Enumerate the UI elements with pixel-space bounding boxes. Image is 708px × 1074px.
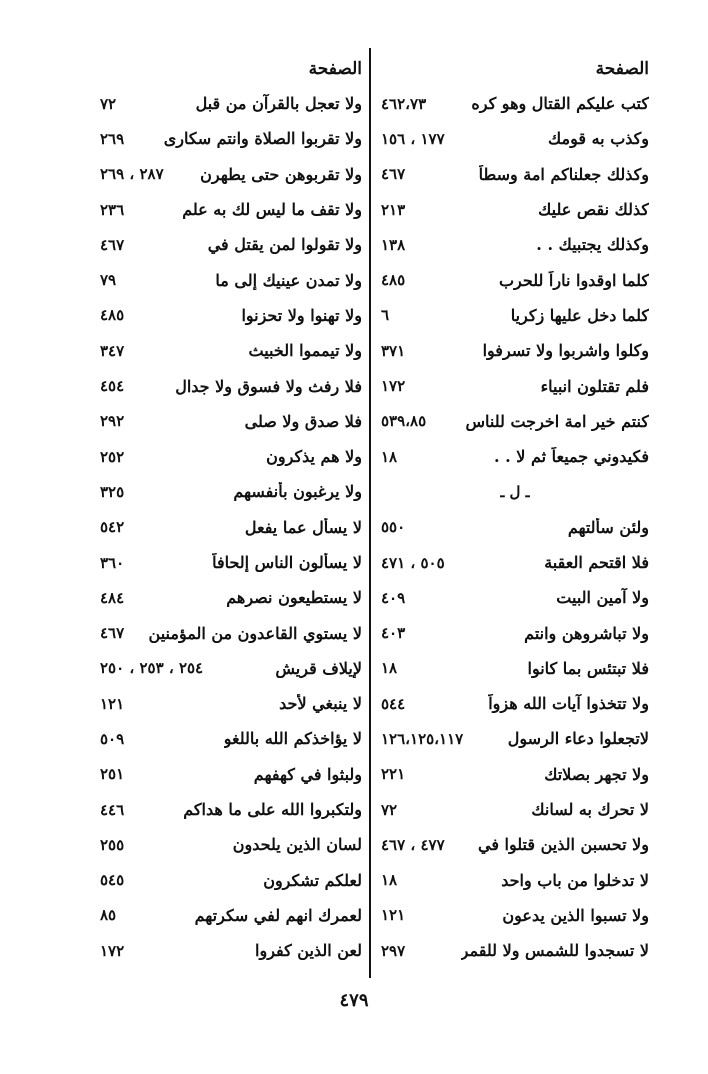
entry-pages: ٣٢٥ (100, 482, 125, 501)
index-entry (381, 227, 649, 262)
entry-phrase: ولتكبروا الله على ما هداكم (183, 800, 362, 820)
right-column-header: الصفحة (595, 59, 649, 79)
entry-phrase: لسان الذين يلحدون (232, 835, 362, 855)
index-entry (100, 651, 362, 686)
entry-phrase: ولا تقربوهن حتى يطهرن (200, 164, 362, 184)
index-entry (100, 298, 362, 333)
entry-phrase: لعن الذين كفروا (255, 941, 362, 961)
entry-phrase: ـ ل ـ (499, 482, 531, 501)
entry-phrase: فلا اقتحم العقبة (544, 553, 649, 572)
entry-phrase: وكذب به قومك (548, 129, 649, 149)
entry-pages: ٤٦٧ (100, 235, 125, 254)
index-entry (381, 686, 649, 721)
entry-phrase: وكذلك يجتبيك . . (536, 235, 649, 255)
index-entry (381, 615, 649, 650)
index-entry (100, 580, 362, 615)
index-entry (381, 192, 649, 227)
entry-pages: ٤٠٣ (381, 624, 406, 643)
right-column (381, 52, 649, 968)
entry-pages: ١٧٧ ، ١٥٦ (381, 129, 445, 148)
entry-phrase: ولا تعجل بالقرآن من قبل (195, 94, 362, 114)
entry-phrase: لعمرك انهم لفي سكرتهم (194, 905, 362, 925)
index-entry (100, 757, 362, 792)
entry-pages: ٣٧١ (381, 341, 406, 360)
entry-phrase: كلما اوقدوا ناراً للحرب (498, 270, 649, 290)
entry-pages: ٤٠٩ (381, 588, 406, 607)
index-entry (381, 580, 649, 615)
entry-pages: ٥٤٥ (100, 871, 125, 890)
entry-pages: ٢٥١ (100, 765, 125, 784)
index-entry (381, 510, 649, 545)
entry-pages: ١٨ (381, 447, 398, 466)
entry-pages: ٧٢ (100, 94, 117, 113)
entry-pages: ١٨ (381, 659, 398, 678)
entry-pages: ٤٨٥ (100, 306, 125, 325)
entry-phrase: ولا تباشروهن وانتم (524, 623, 649, 643)
entry-phrase: لا يسألون الناس إلحافاً (212, 553, 362, 572)
entry-phrase: لاتجعلوا دعاء الرسول (507, 729, 649, 749)
index-entry (100, 157, 362, 192)
entry-pages: ٤٦٧ (100, 624, 125, 643)
entry-phrase: ولا يرغبون بأنفسهم (233, 482, 362, 502)
entry-pages: ٥٠٩ (100, 729, 125, 748)
entry-phrase: فلا تبتئس بما كانوا (527, 658, 649, 678)
index-entry (381, 262, 649, 297)
entry-phrase: ولا تقف ما ليس لك به علم (182, 200, 362, 220)
index-entry (100, 333, 362, 368)
entry-pages: ٤٦٢،٧٣ (381, 94, 427, 113)
index-entry (100, 474, 362, 509)
index-entry (381, 439, 649, 474)
entry-phrase: ولا تمدن عينيك إلى ما (215, 270, 362, 290)
entry-pages: ٢٩٧ (381, 941, 406, 960)
left-column-header: الصفحة (308, 59, 362, 79)
entry-pages: ٥٠٥ ، ٤٧١ (381, 553, 445, 572)
entry-pages: ٧٢ (381, 800, 398, 819)
entry-pages: ٥٤٤ (381, 694, 406, 713)
entry-pages: ٨٥ (100, 906, 117, 925)
index-entry (100, 192, 362, 227)
entry-pages: ١٢١ (381, 906, 406, 925)
left-column-rows (100, 86, 362, 968)
entry-pages: ٢٥٤ ، ٢٥٣ ، ٢٥٠ (100, 659, 204, 678)
index-entry (381, 863, 649, 898)
entry-phrase: لا يسأل عما يفعل (244, 517, 362, 537)
entry-pages: ٥٥٠ (381, 518, 406, 537)
section-letter (381, 474, 649, 509)
index-entry (381, 404, 649, 439)
index-entry (100, 827, 362, 862)
index-entry (381, 827, 649, 862)
entry-pages: ٤٨٤ (100, 588, 125, 607)
index-entry (100, 686, 362, 721)
entry-phrase: لا يستطيعون نصرهم (226, 588, 362, 608)
entry-phrase: لا يؤاخذكم الله باللغو (223, 729, 362, 749)
index-entry (381, 651, 649, 686)
entry-pages: ١٨ (381, 871, 398, 890)
entry-phrase: ولا هم يذكرون (266, 447, 362, 467)
index-entry (381, 757, 649, 792)
entry-pages: ١٢١ (100, 694, 125, 713)
index-entry (381, 721, 649, 756)
index-entry (100, 121, 362, 156)
index-entry (100, 721, 362, 756)
entry-phrase: ولا تيمموا الخبيث (248, 341, 362, 361)
index-entry (381, 333, 649, 368)
entry-pages: ٢١٣ (381, 200, 406, 219)
entry-pages: ١٧٢ (381, 377, 406, 396)
entry-phrase: لا يستوي القاعدون من المؤمنين (148, 623, 362, 643)
index-entry (100, 933, 362, 968)
entry-phrase: فلم تقتلون انبياء (540, 376, 649, 396)
right-column-rows (381, 86, 649, 968)
entry-phrase: فلا رفث ولا فسوق ولا جدال (175, 376, 362, 396)
left-column (100, 52, 362, 968)
entry-pages: ٤٨٥ (381, 271, 406, 290)
entry-pages: ٤٧٧ ، ٤٦٧ (381, 835, 445, 854)
entry-pages: ٢٦٩ (100, 129, 125, 148)
index-entry (381, 368, 649, 403)
entry-phrase: ولا تقربوا الصلاة وانتم سكارى (163, 129, 362, 149)
entry-phrase: ولا تجهر بصلاتك (544, 764, 649, 784)
entry-pages: ٥٣٩،٨٥ (381, 412, 427, 431)
entry-pages: ١٧٢ (100, 941, 125, 960)
entry-phrase: ولبثوا في كهفهم (253, 764, 362, 784)
index-entry (381, 933, 649, 968)
entry-pages: ١٢٦،١٢٥،١١٧ (381, 729, 464, 748)
entry-phrase: لا تسجدوا للشمس ولا للقمر (460, 941, 649, 961)
entry-pages: ٧٩ (100, 271, 117, 290)
entry-phrase: ولا تسبوا الذين يدعون (502, 905, 649, 925)
entry-pages: ٢٣٦ (100, 200, 125, 219)
index-entry (381, 792, 649, 827)
index-entry (100, 792, 362, 827)
entry-phrase: لإيلاف قريش (275, 658, 362, 678)
entry-phrase: لا تحرك به لسانك (531, 800, 649, 820)
index-entry (100, 262, 362, 297)
entry-pages: ٢٩٢ (100, 412, 125, 431)
entry-pages: ٦ (381, 306, 390, 325)
index-entry (100, 863, 362, 898)
entry-pages: ٤٦٧ (381, 165, 406, 184)
index-entry (381, 157, 649, 192)
index-entry (381, 86, 649, 121)
page-number: ٤٧٩ (339, 990, 369, 1011)
entry-pages: ٢٥٥ (100, 835, 125, 854)
index-entry (100, 368, 362, 403)
entry-phrase: لا ينبغي لأحد (279, 694, 362, 714)
entry-pages: ٣٦٠ (100, 553, 125, 572)
index-entry (100, 404, 362, 439)
entry-phrase: كلما دخل عليها زكريا (510, 305, 649, 325)
index-entry (100, 545, 362, 580)
entry-phrase: ولا آمين البيت (556, 588, 649, 608)
entry-phrase: ولا تحسبن الذين قتلوا في (477, 835, 649, 855)
entry-pages: ٤٤٦ (100, 800, 125, 819)
entry-phrase: لا تدخلوا من باب واحد (501, 870, 649, 890)
index-entry (100, 227, 362, 262)
entry-phrase: ولا تتخذوا آيات الله هزواً (488, 694, 649, 714)
entry-pages: ١٣٨ (381, 235, 406, 254)
entry-phrase: كذلك نقص عليك (538, 200, 649, 220)
entry-phrase: ولا تهنوا ولا تحزنوا (241, 305, 362, 325)
entry-phrase: لعلكم تشكرون (263, 870, 362, 890)
entry-pages: ٣٤٧ (100, 341, 125, 360)
index-entry (100, 615, 362, 650)
entry-phrase: فكيدوني جميعاً ثم لا . . (493, 447, 649, 467)
entry-pages: ٢٥٢ (100, 447, 125, 466)
index-entry (100, 439, 362, 474)
entry-phrase: كتب عليكم القتال وهو كره (471, 94, 649, 114)
index-entry (381, 545, 649, 580)
entry-phrase: وكذلك جعلناكم امة وسطاً (478, 164, 649, 184)
index-entry (100, 898, 362, 933)
index-entry (381, 298, 649, 333)
index-entry (100, 86, 362, 121)
entry-phrase: فلا صدق ولا صلى (244, 411, 362, 431)
entry-phrase: وكلوا واشربوا ولا تسرفوا (482, 341, 649, 361)
entry-pages: ٤٥٤ (100, 377, 125, 396)
entry-pages: ٢٢١ (381, 765, 406, 784)
index-entry (100, 510, 362, 545)
column-divider (369, 48, 371, 978)
index-entry (381, 898, 649, 933)
entry-pages: ٥٤٢ (100, 518, 125, 537)
entry-phrase: ولئن سألتهم (567, 517, 649, 537)
entry-pages: ٢٨٧ ، ٢٦٩ (100, 165, 164, 184)
entry-phrase: ولا تقولوا لمن يقتل في (207, 235, 362, 255)
index-entry (381, 121, 649, 156)
entry-phrase: كنتم خير امة اخرجت للناس (465, 411, 649, 431)
